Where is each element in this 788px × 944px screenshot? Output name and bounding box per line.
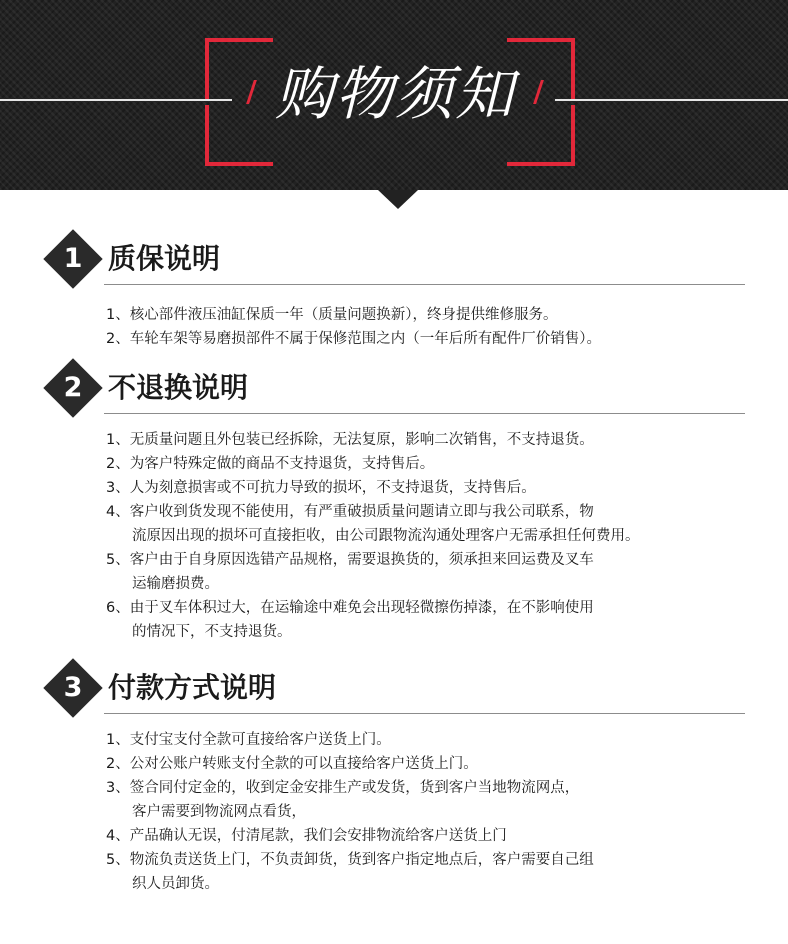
list-item: 4、产品确认无误，付清尾款，我们会安排物流给客户送货上门	[106, 828, 507, 844]
section-title: 不退换说明	[108, 371, 249, 404]
section-number: 3	[63, 672, 83, 703]
section-divider	[104, 713, 745, 714]
section-title: 付款方式说明	[108, 671, 277, 704]
list-item-continuation: 流原因出现的损坏可直接拒收，由公司跟物流沟通处理客户无需承担任何费用。	[132, 528, 640, 544]
list-item: 2、公对公账户转账支付全款的可以直接给客户送货上门。	[106, 756, 478, 772]
list-item: 3、签合同付定金的，收到定金安排生产或发货，货到客户当地物流网点，	[106, 780, 580, 796]
banner-pointer-triangle	[378, 190, 418, 209]
list-item-continuation: 织人员卸货。	[132, 876, 219, 892]
section-number: 2	[63, 372, 83, 403]
banner-right-line	[555, 99, 788, 101]
section-title: 质保说明	[108, 242, 221, 275]
banner-title: 购物须知	[274, 60, 515, 128]
list-item: 1、核心部件液压油缸保质一年（质量问题换新），终身提供维修服务。	[106, 307, 558, 323]
section-number: 1	[63, 243, 83, 274]
banner-left-line	[0, 99, 232, 101]
list-item-continuation: 运输磨损费。	[132, 576, 219, 592]
list-item: 5、客户由于自身原因选错产品规格，需要退换货的，须承担来回运费及叉车	[106, 552, 594, 568]
list-item: 2、车轮车架等易磨损部件不属于保修范围之内（一年后所有配件厂价销售）。	[106, 331, 601, 347]
list-item: 5、物流负责送货上门，不负责卸货，货到客户指定地点后，客户需要自己组	[106, 852, 594, 868]
list-item: 6、由于叉车体积过大，在运输途中难免会出现轻微擦伤掉漆，在不影响使用	[106, 600, 594, 616]
list-item-continuation: 的情况下，不支持退货。	[132, 624, 292, 640]
no-return-list	[106, 428, 640, 644]
list-item: 4、客户收到货发现不能使用，有严重破损质量问题请立即与我公司联系，物	[106, 504, 594, 520]
payment-list	[106, 728, 594, 896]
warranty-list	[106, 303, 601, 351]
header-banner	[0, 0, 788, 190]
list-item: 2、为客户特殊定做的商品不支持退货，支持售后。	[106, 456, 435, 472]
section-divider	[104, 413, 745, 414]
section-divider	[104, 284, 745, 285]
list-item-continuation: 客户需要到物流网点看货，	[132, 804, 306, 820]
list-item: 3、人为刻意损害或不可抗力导致的损坏，不支持退货，支持售后。	[106, 480, 536, 496]
list-item: 1、支付宝支付全款可直接给客户送货上门。	[106, 732, 391, 748]
list-item: 1、无质量问题且外包装已经拆除，无法复原，影响二次销售，不支持退货。	[106, 432, 594, 448]
